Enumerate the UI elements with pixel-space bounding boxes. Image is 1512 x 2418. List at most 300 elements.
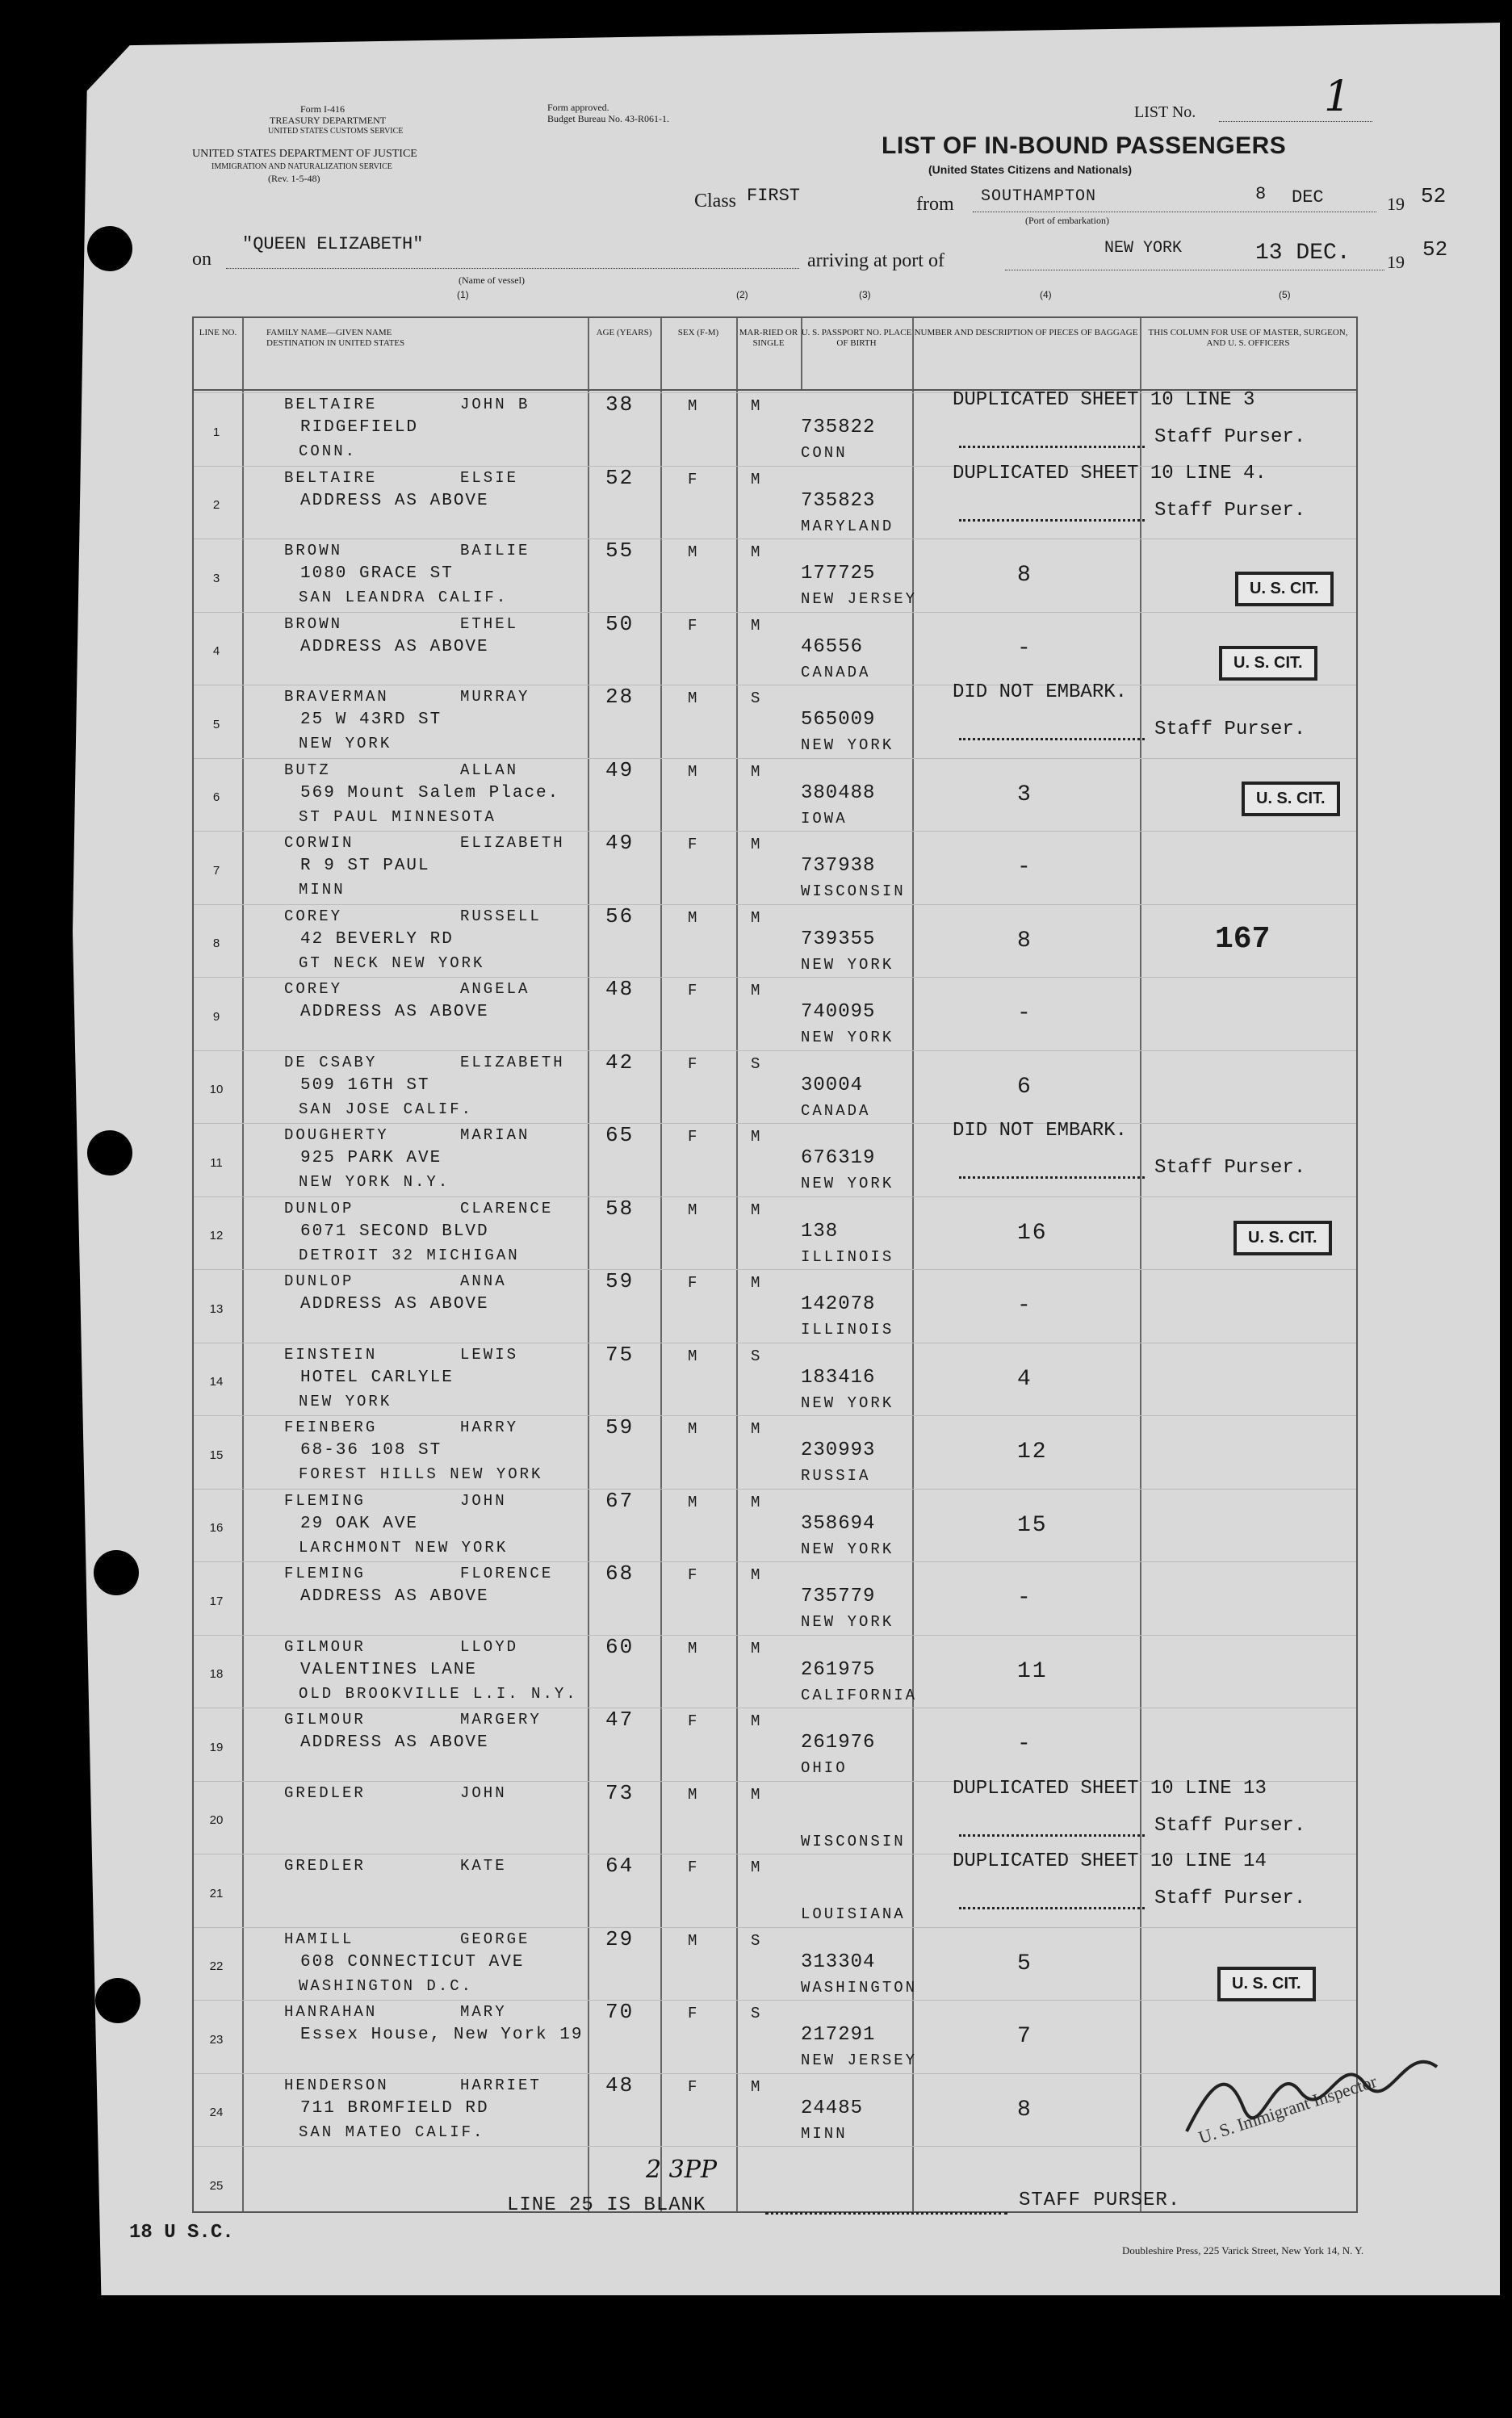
family-name: CORWIN xyxy=(284,834,354,852)
sex: M xyxy=(688,762,700,781)
budget-bureau: Budget Bureau No. 43-R061-1. xyxy=(547,113,669,124)
destination-line1: 569 Mount Salem Place. xyxy=(300,783,560,803)
purser-dots xyxy=(959,1907,1145,1909)
age: 58 xyxy=(605,1196,635,1221)
marital-status: M xyxy=(751,1420,763,1438)
baggage-count: 4 xyxy=(1017,1366,1032,1392)
treasury-dept: TREASURY DEPARTMENT xyxy=(270,115,387,126)
age: 75 xyxy=(605,1342,635,1367)
marital-status: M xyxy=(751,543,763,561)
line-number: 14 xyxy=(209,1375,224,1389)
place-of-birth: NEW YORK xyxy=(801,1613,894,1631)
revision: (Rev. 1-5-48) xyxy=(268,173,320,184)
destination-line2: OLD BROOKVILLE L.I. N.Y. xyxy=(299,1684,578,1703)
passport-number: 46556 xyxy=(801,635,864,658)
given-name: ETHEL xyxy=(460,614,519,633)
age: 70 xyxy=(605,2000,635,2024)
sex: F xyxy=(688,982,700,999)
baggage-count: - xyxy=(1017,635,1032,661)
sex: F xyxy=(688,1566,700,1584)
destination-line2: NEW YORK xyxy=(299,1392,392,1410)
destination-line1: 711 BROMFIELD RD xyxy=(300,2098,489,2118)
sex: F xyxy=(688,616,700,635)
marital-status: S xyxy=(751,1054,763,1073)
sex: F xyxy=(688,2005,700,2022)
destination-line1: 925 PARK AVE xyxy=(300,1149,442,1167)
us-cit-stamp: U. S. CIT. xyxy=(1235,572,1334,606)
row-divider xyxy=(194,1927,1356,1928)
place-of-birth: IOWA xyxy=(801,809,848,828)
given-name: CLARENCE xyxy=(460,1199,554,1217)
family-name: FEINBERG xyxy=(284,1419,378,1436)
line-number: 12 xyxy=(209,1229,224,1243)
sex: F xyxy=(688,1054,700,1073)
table-row xyxy=(194,831,1356,904)
destination-line2: LARCHMONT NEW YORK xyxy=(299,1538,509,1557)
place-of-birth: NEW YORK xyxy=(801,736,894,754)
table-row xyxy=(194,1489,1356,1562)
line-number: 24 xyxy=(209,2106,224,2119)
passport-number: 358694 xyxy=(801,1512,876,1535)
age: 50 xyxy=(605,611,635,636)
purser-dots xyxy=(959,738,1145,740)
table-row xyxy=(194,612,1356,685)
age: 38 xyxy=(605,392,635,417)
marital-status: M xyxy=(751,982,763,999)
purser-dots xyxy=(959,1834,1145,1837)
baggage-count: - xyxy=(1017,1732,1032,1757)
table-row xyxy=(194,1708,1356,1781)
family-name: DUNLOP xyxy=(284,1272,354,1290)
line-number: 20 xyxy=(209,1813,224,1827)
given-name: LLOYD xyxy=(460,1637,519,1656)
place-of-birth: ILLINOIS xyxy=(801,1247,894,1266)
sex: M xyxy=(688,1347,700,1365)
baggage-count: 5 xyxy=(1017,1951,1032,1976)
age: 56 xyxy=(605,903,635,928)
line-number: 16 xyxy=(209,1521,224,1535)
list-number: 1 xyxy=(1324,73,1351,121)
col-num-3: (3) xyxy=(859,289,871,300)
destination-line1: ADDRESS AS ABOVE xyxy=(300,1295,489,1314)
marital-status: M xyxy=(751,1128,763,1146)
row-divider xyxy=(194,1269,1356,1270)
table-row xyxy=(194,977,1356,1050)
row-divider xyxy=(194,977,1356,978)
destination-line2: FOREST HILLS NEW YORK xyxy=(299,1465,543,1483)
destination-line1: Essex House, New York 19 xyxy=(300,2026,584,2044)
line-number: 3 xyxy=(212,571,220,585)
place-of-birth: LOUISIANA xyxy=(801,1905,906,1923)
vessel-underline xyxy=(226,268,799,269)
destination-line2: SAN LEANDRA CALIF. xyxy=(299,589,509,606)
table-row xyxy=(194,538,1356,612)
destination-line2: SAN MATEO CALIF. xyxy=(299,2123,485,2141)
baggage-count: 8 xyxy=(1017,928,1032,953)
given-name: ANGELA xyxy=(460,980,530,998)
officer-note: DID NOT EMBARK. xyxy=(953,681,1128,703)
passport-number: 183416 xyxy=(801,1366,876,1389)
table-row xyxy=(194,681,1356,758)
destination-line1: 509 16TH ST xyxy=(300,1075,430,1095)
family-name: EINSTEIN xyxy=(284,1345,378,1364)
family-name: BELTAIRE xyxy=(284,396,378,413)
destination-line1: ADDRESS AS ABOVE xyxy=(300,1587,489,1606)
header-married: MAR-RIED OR SINGLE xyxy=(739,328,798,348)
destination-line2: MINN xyxy=(299,881,346,899)
us-cit-stamp: U. S. CIT. xyxy=(1242,782,1340,816)
line-number: 2 xyxy=(212,498,220,512)
row-divider xyxy=(194,612,1356,613)
marital-status: M xyxy=(751,1201,763,1219)
family-name: FLEMING xyxy=(284,1491,366,1510)
row-divider xyxy=(194,1561,1356,1562)
staff-purser: Staff Purser. xyxy=(1154,719,1306,740)
given-name: ANNA xyxy=(460,1272,507,1290)
marital-status: M xyxy=(751,1785,763,1804)
destination-line1: 25 W 43RD ST xyxy=(300,710,442,729)
baggage-count: - xyxy=(1017,1586,1032,1611)
line-number: 5 xyxy=(212,717,220,731)
given-name: ELIZABETH xyxy=(460,1053,565,1071)
age: 64 xyxy=(605,1854,635,1878)
destination-line2: WASHINGTON D.C. xyxy=(299,1976,474,1995)
footer-staff-purser: STAFF PURSER. xyxy=(1019,2190,1181,2211)
destination-line2: NEW YORK N.Y. xyxy=(299,1173,450,1191)
passport-number: 230993 xyxy=(801,1439,876,1461)
col-num-5: (5) xyxy=(1279,289,1291,300)
given-name: ELIZABETH xyxy=(460,834,565,852)
sex: M xyxy=(688,1931,700,1950)
punch-hole xyxy=(87,1130,132,1175)
inspector-stamp: U. S. Immigrant Inspector xyxy=(1196,2071,1380,2148)
place-of-birth: MARYLAND xyxy=(801,517,894,535)
purser-dots xyxy=(959,519,1145,522)
family-name: HENDERSON xyxy=(284,2076,389,2094)
place-of-birth: WISCONSIN xyxy=(801,882,906,900)
line-number: 23 xyxy=(209,2032,224,2047)
place-of-birth: NEW JERSEY xyxy=(801,2051,918,2069)
footer-dots xyxy=(765,2212,1007,2215)
class-value: FIRST xyxy=(747,186,801,206)
place-of-birth: MINN xyxy=(801,2124,848,2143)
family-name: DOUGHERTY xyxy=(284,1126,389,1144)
given-name: JOHN xyxy=(460,1783,507,1802)
passport-number: 261975 xyxy=(801,1658,876,1681)
sex: M xyxy=(688,689,700,707)
place-of-birth: CALIFORNIA xyxy=(801,1686,918,1704)
passport-number: 142078 xyxy=(801,1293,876,1315)
given-name: FLORENCE xyxy=(460,1565,554,1582)
page-title: LIST OF IN-BOUND PASSENGERS xyxy=(882,132,1287,159)
us-cit-stamp: U. S. CIT. xyxy=(1217,1967,1316,2001)
sex: F xyxy=(688,470,700,488)
age: 28 xyxy=(605,685,635,709)
port-embark-caption: (Port of embarkation) xyxy=(1025,215,1109,226)
family-name: BRAVERMAN xyxy=(284,688,389,706)
marital-status: M xyxy=(751,397,763,415)
table-row xyxy=(194,1120,1356,1196)
table-row xyxy=(194,2146,1356,2219)
given-name: BAILIE xyxy=(460,542,530,559)
age: 42 xyxy=(605,1050,635,1075)
destination-line1: 6071 SECOND BLVD xyxy=(300,1222,489,1241)
line-number: 11 xyxy=(210,1155,223,1170)
pencil-note: 2 3PP xyxy=(646,2156,718,2184)
given-name: HARRIET xyxy=(460,2076,542,2094)
given-name: LEWIS xyxy=(460,1345,519,1364)
destination-line1: 42 BEVERLY RD xyxy=(300,929,454,949)
arrival-port: NEW YORK xyxy=(1104,239,1183,258)
baggage-count: 16 xyxy=(1017,1220,1048,1246)
given-name: HARRY xyxy=(460,1419,519,1436)
row-divider xyxy=(194,904,1356,905)
row-divider xyxy=(194,831,1356,832)
age: 60 xyxy=(605,1634,635,1659)
vessel-name: "QUEEN ELIZABETH" xyxy=(242,234,424,254)
family-name: DE CSABY xyxy=(284,1053,378,1071)
destination-line2: GT NECK NEW YORK xyxy=(299,953,485,972)
row-divider xyxy=(194,1123,1356,1124)
line-number: 8 xyxy=(212,937,220,950)
passport-number: 735823 xyxy=(801,489,876,512)
line-number: 18 xyxy=(209,1667,224,1681)
given-name: JOHN B xyxy=(460,396,530,413)
family-name: BELTAIRE xyxy=(284,468,378,487)
row-divider xyxy=(194,2000,1356,2001)
destination-line1: RIDGEFIELD xyxy=(300,418,419,437)
place-of-birth: RUSSIA xyxy=(801,1467,871,1485)
family-name: COREY xyxy=(284,980,343,998)
family-name: BUTZ xyxy=(284,761,331,779)
passport-number: 380488 xyxy=(801,782,876,804)
family-name: HAMILL xyxy=(284,1930,354,1948)
table-row xyxy=(194,1777,1356,1854)
line-25-note: LINE 25 IS BLANK xyxy=(507,2194,706,2216)
family-name: BROWN xyxy=(284,614,343,633)
given-name: KATE xyxy=(460,1857,507,1875)
place-of-birth: ILLINOIS xyxy=(801,1321,894,1339)
marital-status: M xyxy=(751,1859,763,1876)
age: 48 xyxy=(605,2072,635,2097)
destination-line2: ST PAUL MINNESOTA xyxy=(299,807,496,826)
officer-note: DUPLICATED SHEET 10 LINE 13 xyxy=(953,1777,1267,1800)
destination-line1: 608 CONNECTICUT AVE xyxy=(300,1952,525,1972)
header-passport: U. S. PASSPORT NO. PLACE OF BIRTH xyxy=(801,328,912,348)
port-of-embarkation: SOUTHAMPTON xyxy=(981,187,1097,206)
table-row xyxy=(194,1050,1356,1124)
age: 73 xyxy=(605,1780,635,1805)
given-name: MURRAY xyxy=(460,688,530,706)
passport-number: 313304 xyxy=(801,1951,876,1973)
arrival-year-prefix: 19 xyxy=(1387,252,1405,272)
sex: M xyxy=(688,1201,700,1219)
header-baggage: NUMBER AND DESCRIPTION OF PIECES OF BAGGAGE xyxy=(914,328,1138,337)
passport-number: 177725 xyxy=(801,563,876,585)
destination-line1: 29 OAK AVE xyxy=(300,1514,419,1533)
line-number: 13 xyxy=(209,1301,224,1316)
passport-number: 740095 xyxy=(801,1001,876,1023)
passport-number: 261976 xyxy=(801,1732,876,1754)
passport-number: 24485 xyxy=(801,2097,864,2119)
baggage-count: 8 xyxy=(1017,2097,1032,2123)
given-name: JOHN xyxy=(460,1491,507,1510)
marital-status: M xyxy=(751,1566,763,1584)
family-name: FLEMING xyxy=(284,1565,366,1582)
passport-number: 676319 xyxy=(801,1147,876,1169)
family-name: GREDLER xyxy=(284,1857,366,1875)
family-name: HANRAHAN xyxy=(284,2003,378,2021)
officer-note: DID NOT EMBARK. xyxy=(953,1120,1128,1142)
row-divider xyxy=(194,538,1356,539)
punch-hole xyxy=(94,1550,139,1595)
marital-status: M xyxy=(751,1639,763,1657)
place-of-birth: WISCONSIN xyxy=(801,1832,906,1850)
table-row xyxy=(194,758,1356,832)
row-divider xyxy=(194,1050,1356,1051)
customs-service: UNITED STATES CUSTOMS SERVICE xyxy=(268,127,404,136)
destination-line1: ADDRESS AS ABOVE xyxy=(300,491,489,510)
inspector-signature xyxy=(1179,2035,1453,2148)
age: 55 xyxy=(605,538,635,563)
line-number: 25 xyxy=(209,2178,224,2193)
passport-number: 30004 xyxy=(801,1074,864,1096)
place-of-birth: CONN xyxy=(801,444,848,462)
passport-number: 565009 xyxy=(801,709,876,731)
header-age: AGE (YEARS) xyxy=(596,328,652,337)
place-of-birth: NEW JERSEY xyxy=(801,590,918,608)
marital-status: S xyxy=(751,689,763,707)
age: 68 xyxy=(605,1561,635,1586)
line-number: 6 xyxy=(212,790,220,804)
age: 49 xyxy=(605,831,635,855)
age: 67 xyxy=(605,1488,635,1513)
destination-line1: VALENTINES LANE xyxy=(300,1660,478,1679)
row-divider xyxy=(194,1415,1356,1416)
purser-dots xyxy=(959,1176,1145,1179)
family-name: GREDLER xyxy=(284,1783,366,1802)
embark-day: 8 xyxy=(1255,184,1267,204)
marital-status: S xyxy=(751,2005,763,2022)
row-divider xyxy=(194,758,1356,759)
col-num-1: (1) xyxy=(457,289,469,300)
row-divider xyxy=(194,1196,1356,1197)
form-approved: Form approved. xyxy=(547,102,609,113)
list-no-underline xyxy=(1219,121,1372,122)
passport-number: 735822 xyxy=(801,417,876,438)
staff-purser: Staff Purser. xyxy=(1154,1157,1306,1179)
given-name: MARGERY xyxy=(460,1711,542,1729)
place-of-birth: OHIO xyxy=(801,1759,848,1777)
destination-line2: NEW YORK xyxy=(299,735,392,752)
baggage-count: 8 xyxy=(1017,563,1032,588)
line-number: 10 xyxy=(209,1083,224,1096)
baggage-count: 7 xyxy=(1017,2024,1032,2049)
passport-number: 138 xyxy=(801,1220,839,1243)
age: 52 xyxy=(605,465,635,490)
marital-status: M xyxy=(751,2077,763,2096)
staff-purser: Staff Purser. xyxy=(1154,426,1306,448)
place-of-birth: NEW YORK xyxy=(801,1175,894,1192)
destination-line1: ADDRESS AS ABOVE xyxy=(300,637,489,656)
ins-service: IMMIGRATION AND NATURALIZATION SERVICE xyxy=(212,162,392,171)
sex: F xyxy=(688,1712,700,1730)
marital-status: S xyxy=(751,1347,763,1365)
baggage-count: 11 xyxy=(1017,1658,1048,1684)
age: 59 xyxy=(605,1269,635,1293)
table-row xyxy=(194,1269,1356,1343)
destination-line1: R 9 ST PAUL xyxy=(300,857,430,875)
destination-line1: ADDRESS AS ABOVE xyxy=(300,1733,489,1752)
place-of-birth: NEW YORK xyxy=(801,1029,894,1046)
family-name: GILMOUR xyxy=(284,1637,366,1656)
age: 47 xyxy=(605,1708,635,1732)
family-name: BROWN xyxy=(284,542,343,559)
sex: M xyxy=(688,543,700,561)
page-subtitle: (United States Citizens and Nationals) xyxy=(928,163,1133,176)
marital-status: S xyxy=(751,1931,763,1950)
sex: F xyxy=(688,2077,700,2096)
vessel-caption: (Name of vessel) xyxy=(459,274,525,286)
header-name: FAMILY NAME—GIVEN NAME DESTINATION IN UNITED STATES xyxy=(266,328,405,348)
sex: M xyxy=(688,1785,700,1804)
embark-month: DEC xyxy=(1292,187,1324,207)
marital-status: M xyxy=(751,1712,763,1730)
family-name: DUNLOP xyxy=(284,1199,354,1217)
given-name: ELSIE xyxy=(460,468,519,487)
destination-line1: 68-36 108 ST xyxy=(300,1441,442,1460)
table-row xyxy=(194,1561,1356,1635)
place-of-birth: NEW YORK xyxy=(801,955,894,974)
sex: M xyxy=(688,1639,700,1657)
officer-note: DUPLICATED SHEET 10 LINE 4. xyxy=(953,462,1267,484)
baggage-count: 3 xyxy=(1017,782,1032,807)
destination-line2: DETROIT 32 MICHIGAN xyxy=(299,1246,520,1264)
class-label: Class xyxy=(694,191,737,212)
baggage-count: 12 xyxy=(1017,1439,1048,1465)
us-cit-stamp: U. S. CIT. xyxy=(1233,1221,1332,1255)
sex: F xyxy=(688,836,700,853)
sex: F xyxy=(688,1859,700,1876)
us-cit-stamp: U. S. CIT. xyxy=(1219,646,1317,681)
given-name: MARIAN xyxy=(460,1126,530,1144)
line-number: 19 xyxy=(209,1740,224,1754)
line-number: 17 xyxy=(209,1594,224,1608)
given-name: RUSSELL xyxy=(460,907,542,925)
list-no-label: LIST No. xyxy=(1134,103,1196,121)
officer-note: DUPLICATED SHEET 10 LINE 14 xyxy=(953,1850,1267,1872)
form-number: Form I-416 xyxy=(300,103,345,115)
given-name: MARY xyxy=(460,2003,507,2021)
table-row xyxy=(194,1850,1356,1927)
marital-status: M xyxy=(751,616,763,635)
staff-purser: Staff Purser. xyxy=(1154,1814,1306,1837)
destination-line1: HOTEL CARLYLE xyxy=(300,1368,454,1387)
col-num-4: (4) xyxy=(1040,289,1052,300)
row-divider xyxy=(194,1635,1356,1636)
line-number: 9 xyxy=(212,1009,220,1024)
table-row xyxy=(194,462,1356,539)
place-of-birth: CANADA xyxy=(801,663,871,681)
sex: M xyxy=(688,397,700,415)
marital-status: M xyxy=(751,908,763,927)
marital-status: M xyxy=(751,1493,763,1511)
usc-reference: 18 U S.C. xyxy=(129,2222,234,2244)
passport-number: 217291 xyxy=(801,2024,876,2046)
family-name: COREY xyxy=(284,907,343,925)
on-label: on xyxy=(192,249,212,270)
passport-number: 737938 xyxy=(801,855,876,877)
